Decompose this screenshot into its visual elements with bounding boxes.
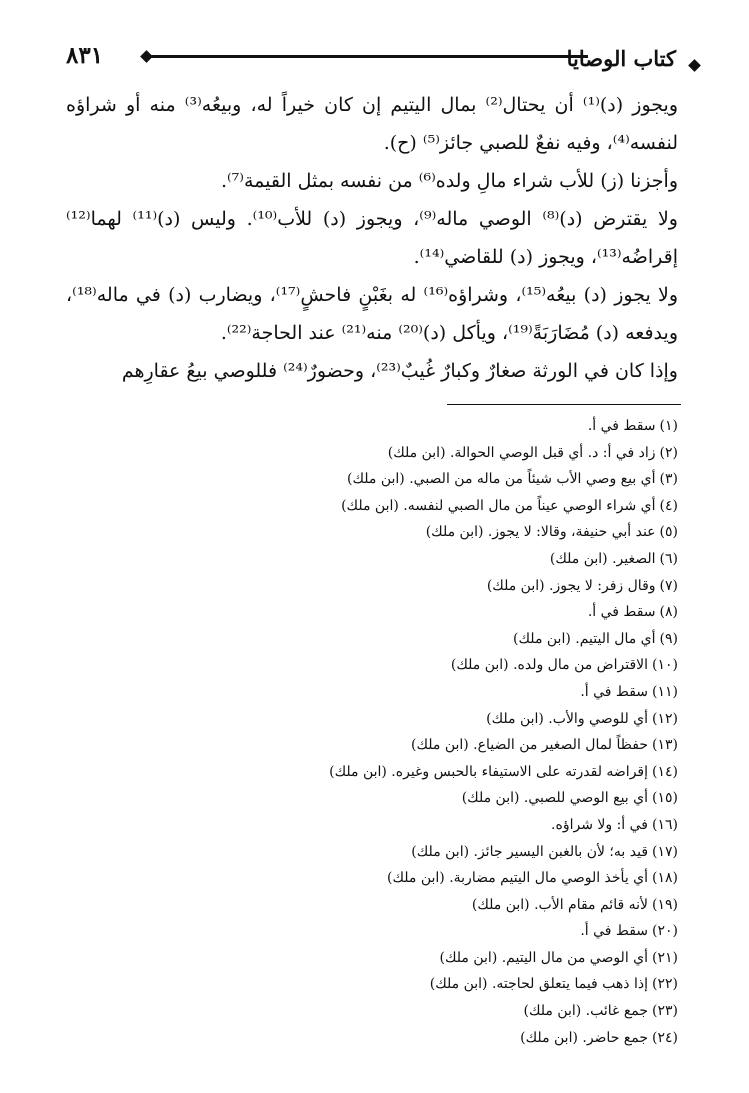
footnote-number: (٥) [659,524,678,541]
footnote-text: أي شراء الوصي عيناً من مال الصبي لنفسه. (ابن ملك) [341,497,656,514]
footnote-item [260,652,678,679]
footnote-number: (١٢) [652,710,678,727]
footnote-number: (٩) [659,630,678,647]
footnote-item [260,945,678,972]
page-number: ٨٣١ [66,42,104,69]
footnote-text: سقط في أ. [587,604,656,621]
paragraph: ويجوز (د)⁽¹⁾ أن يحتال⁽²⁾ بمال اليتيم إن كان خيراً له، وبيعُه⁽³⁾ منه أو شراؤه لنفسه⁽⁴⁾، وفيه نفعٌ للصبي جائز⁽⁵⁾ (ح). [66,94,679,154]
paragraph: وأجزنا (ز) للأب شراء مالِ ولده⁽⁶⁾ من نفسه بمثل القيمة⁽⁷⁾. [220,170,678,192]
footnote-text: أي الوصي من مال اليتيم. (ابن ملك) [439,949,649,966]
footnote-number: (١٤) [652,763,678,780]
footnote-item [260,892,678,919]
footnote-text: في أ: ولا شراؤه. [551,816,649,833]
footnote-number: (١٧) [652,843,678,860]
footnote-item [260,865,678,892]
paragraph: ولا يقترض (د)⁽⁸⁾ الوصي ماله⁽⁹⁾، ويجوز (د) للأب⁽¹⁰⁾. وليس (د)⁽¹¹⁾ لهما⁽¹²⁾ إقراضُه⁽¹³⁾، ويجوز (د) للقاضي⁽¹⁴⁾. [66,208,678,268]
footnote-item [260,519,678,546]
footnote-number: (١٣) [652,737,678,754]
footnote-text: سقط في أ. [580,683,649,700]
footnote-text: قيد به؛ لأن بالغبن اليسير جائز. (ابن ملك) [411,843,649,860]
footnote-text: جمع حاضر. (ابن ملك) [520,1029,649,1046]
footnote-text: جمع غائب. (ابن ملك) [523,1003,649,1020]
footnote-text: أي للوصي والأب. (ابن ملك) [486,710,649,727]
paragraph: وإذا كان في الورثة صغارٌ وكبارٌ غُيبٌ⁽²³⁾، وحضورٌ⁽²⁴⁾ فللوصي بيعُ عقارِهم [121,360,678,382]
footnote-text: حفظاً لمال الصغير من الضياع. (ابن ملك) [410,737,649,754]
footnote-text: الصغير. (ابن ملك) [549,550,656,567]
footnote-item [260,706,678,733]
footnote-item [260,971,678,998]
footnote-number: (١٨) [652,870,678,887]
footnote-divider [447,404,681,405]
footnotes-list [260,413,678,1051]
footnote-text: زاد في أ: د. أي قبل الوصي الحوالة. (ابن ملك) [387,444,656,461]
footnote-number: (١٥) [652,790,678,807]
footnote-item [260,413,678,440]
paragraph: ولا يجوز (د) بيعُه⁽¹⁵⁾، وشراؤه⁽¹⁶⁾ له بغَبْنٍ فاحشٍ⁽¹⁷⁾، ويضارب (د) في ماله⁽¹⁸⁾، ويدفعه (د) مُضَارَبَةً⁽¹⁹⁾، ويأكل (د)⁽²⁰⁾ منه⁽²¹⁾ عند الحاجة⁽²²⁾. [66,284,679,344]
footnote-item [260,626,678,653]
footnote-number: (٢٤) [652,1029,678,1046]
footnote-text: لأنه قائم مقام الأب. (ابن ملك) [471,896,649,913]
footnote-item [260,1025,678,1052]
footnote-text: عند أبي حنيفة، وقالا: لا يجوز. (ابن ملك) [425,524,656,541]
footnote-item [260,759,678,786]
footnote-number: (١٦) [652,816,678,833]
footnote-text: وقال زفر: لا يجوز. (ابن ملك) [486,577,656,594]
main-text [66,86,678,390]
footnote-item [260,573,678,600]
footnote-text: أي بيع الوصي للصبي. (ابن ملك) [461,790,649,807]
footnote-text: أي بيع وصي الأب شيئاً من ماله من الصبي. (ابن ملك) [347,471,656,488]
footnote-item [260,493,678,520]
footnote-text: الاقتراض من مال ولده. (ابن ملك) [450,657,649,674]
footnote-number: (٢٣) [652,1003,678,1020]
footnote-item [260,440,678,467]
footnote-number: (١٠) [652,657,678,674]
footnote-number: (١) [659,418,678,434]
footnote-item [260,546,678,573]
footnote-text: إقراضه لقدرته على الاستيفاء بالحبس وغيره. (ابن ملك) [329,763,649,780]
footnote-text: إذا ذهب فيما يتعلق لحاجته. (ابن ملك) [429,976,649,993]
page-header [66,40,706,76]
footnote-text: أي مال اليتيم. (ابن ملك) [513,630,656,647]
footnote-number: (٨) [659,604,678,621]
footnote-number: (٣) [659,471,678,488]
footnote-text: سقط في أ. [580,923,649,940]
footnote-number: (١١) [652,683,678,700]
footnote-text: سقط في أ. [587,418,656,434]
footnote-item [260,732,678,759]
footnote-number: (٢٠) [652,923,678,940]
footnote-number: (٦) [659,550,678,567]
footnote-number: (٢٢) [652,976,678,993]
book-title: كتاب الوصايا [566,46,676,71]
diamond-ornament-icon [688,59,701,72]
footnote-item [260,785,678,812]
footnote-item [260,679,678,706]
footnote-text: أي يأخذ الوصي مال اليتيم مضاربة. (ابن ملك) [387,870,649,887]
footnote-item [260,599,678,626]
footnote-number: (٧) [659,577,678,594]
footnote-item [260,466,678,493]
footnote-number: (٤) [659,497,678,514]
footnote-item [260,998,678,1025]
footnote-number: (١٩) [652,896,678,913]
footnote-item [260,918,678,945]
footnote-item [260,839,678,866]
header-rule [150,55,588,58]
footnote-number: (٢) [659,444,678,461]
footnote-number: (٢١) [652,949,678,966]
footnote-item [260,812,678,839]
